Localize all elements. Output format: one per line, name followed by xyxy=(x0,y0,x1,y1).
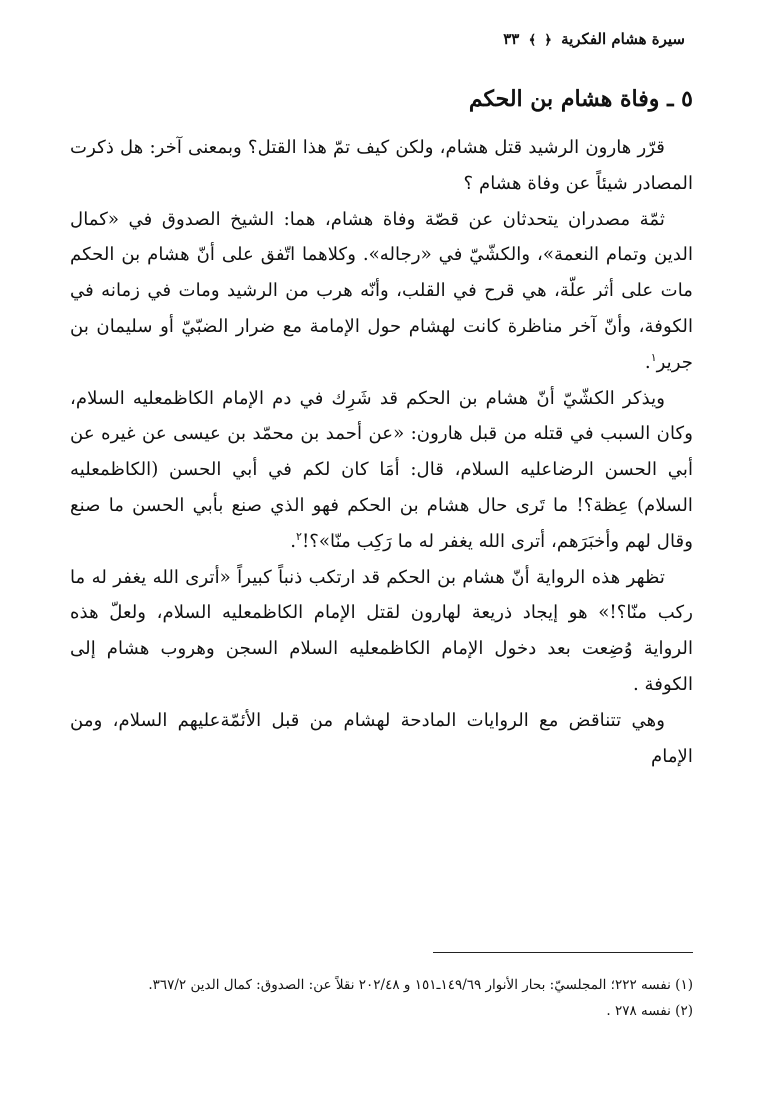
paragraph-5-text: وهي تتناقض مع الروايات المادحة لهشام من قبل الأئمّةعليهم السلام، ومن الإمام xyxy=(70,709,693,767)
footnote-ref-1: ١ xyxy=(650,350,657,364)
header-ornament-left: ﴿ xyxy=(544,33,552,48)
section-title: ٥ ـ وفاة هشام بن الحكم xyxy=(468,86,693,112)
body-text xyxy=(70,130,693,774)
page-number: ٣٣ xyxy=(503,30,520,48)
paragraph-1 xyxy=(70,130,693,202)
paragraph-3: ويذكر الكشّيّ أنّ هشام بن الحكم قد شَرِك في دم الإمام الكاظمعليه السلام، وكان السبب في قتله من قبل هارون: «عن أحمد بن محمّد بن عيسى عن غيره عن أبي الحسن الرضاعليه السلام، قال: أمَا كان لكم في أبي الحسن (الكاظمعليه السلام) عِظة؟! ما تَرى حال هشام بن الحكم فهو الذي صنع بأبي الحسن ما صنع وقال لهم وأخبَرَهم، أترى الله يغفر له ما رَكِب منّا»؟!$^٢$. xyxy=(70,387,693,552)
paragraph-3-text: ويذكر الكشّيّ أنّ هشام بن الحكم قد شَرِك في دم الإمام الكاظمعليه السلام، وكان السبب في قتله من قبل هارون: «عن أحمد بن محمّد بن عيسى عن غيره عن أبي الحسن الرضاعليه السلام، قال: أمَا كان لكم في أبي الحسن (الكاظمعليه السلام) عِظة؟! ما تَرى حال هشام بن الحكم فهو الذي صنع بأبي الحسن ما صنع وقال لهم وأخبَرَهم، أترى الله يغفر له ما رَكِب منّا»؟! xyxy=(70,387,693,552)
footnote-1: (١) نفسه ٢٢٢؛ المجلسيّ: بحار الأنوار ١٤٩/٦٩ـ١٥١ و ٢٠٢/٤٨ نقلاً عن: الصدوق: كمال الدين ٣٦٧/٢. xyxy=(148,977,693,993)
footnote-divider xyxy=(433,952,693,953)
footnote-ref-2: ٢ xyxy=(296,529,302,543)
paragraph-1-text: قرّر هارون الرشيد قتل هشام، ولكن كيف تمّ هذا القتل؟ وبمعنى آخر: هل ذكرت المصادر شيئاً عن وفاة هشام ؟ xyxy=(70,137,693,194)
header-title: سيرة هشام الفكرية xyxy=(561,30,685,48)
paragraph-5 xyxy=(70,703,693,775)
header-ornament-right: ﴾ xyxy=(528,33,537,48)
running-header xyxy=(70,30,685,56)
paragraph-2-text: ثمّة مصدران يتحدثان عن قصّة وفاة هشام، هما: الشيخ الصدوق في «كمال الدين وتمام النعمة»، والكشّيّ في «رجاله». وكلاهما اتّفق على أنّ هشام بن الحكم مات على أثر علّة، هي قرح في القلب، وأنّه هرب من الرشيد ومات في زمانه في الكوفة، وأنّ آخر مناظرة كانت لهشام حول الإمامة مع ضرار الضبّيّ أو سليمان بن جرير xyxy=(70,208,693,373)
footnote-2: (٢) نفسه ٢٧٨ . xyxy=(606,1003,693,1019)
footnotes xyxy=(70,972,693,1024)
paragraph-4-text: تظهر هذه الرواية أنّ هشام بن الحكم قد ارتكب ذنباً كبيراً «أترى الله يغفر له ما ركب منّا؟!» هو إيجاد ذريعة لهارون لقتل الإمام الكاظمعليه السلام، ولعلّ هذه الرواية وُضِعت بعد دخول الإمام الكاظمعليه السلام السجن وهروب هشام إلى الكوفة . xyxy=(70,566,693,695)
paragraph-4 xyxy=(70,560,693,703)
paragraph-2: ثمّة مصدران يتحدثان عن قصّة وفاة هشام، هما: الشيخ الصدوق في «كمال الدين وتمام النعمة»، والكشّيّ في «رجاله». وكلاهما اتّفق على أنّ هشام بن الحكم مات على أثر علّة، هي قرح في القلب، وأنّه هرب من الرشيد ومات في زمانه في الكوفة، وأنّ آخر مناظرة كانت لهشام حول الإمامة مع ضرار الضبّيّ أو سليمان بن جرير$^١$. xyxy=(70,208,693,373)
